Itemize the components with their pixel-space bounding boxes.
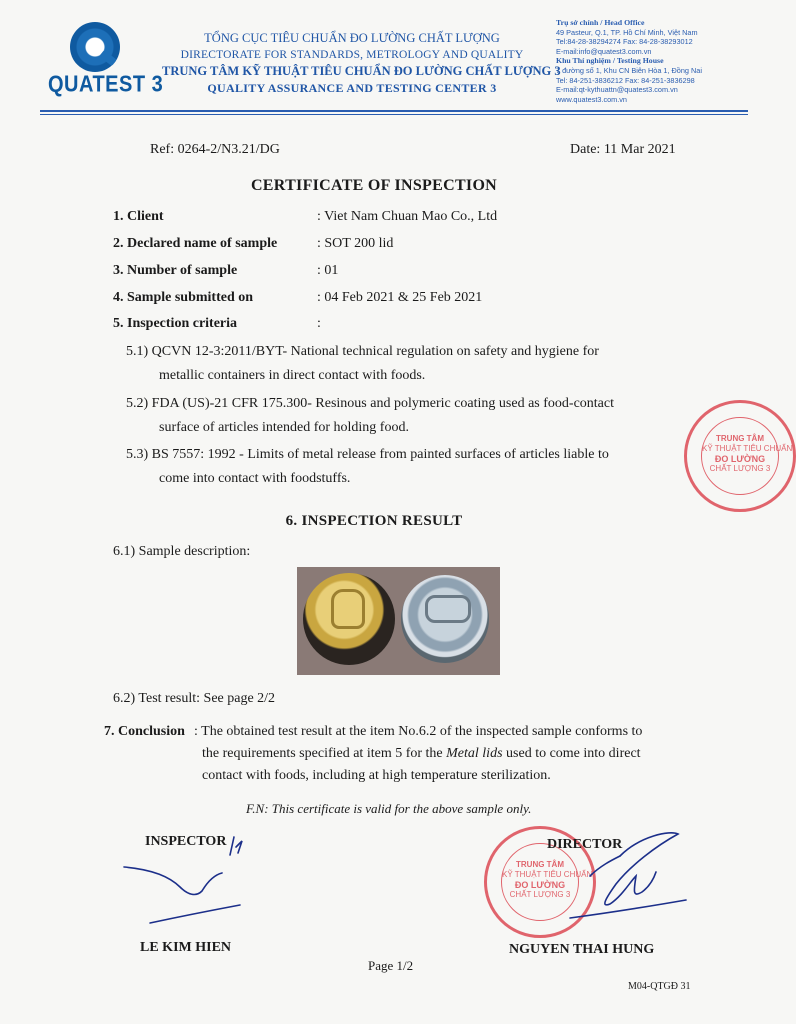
website: www.quatest3.com.vn	[556, 94, 627, 104]
head-office-label: Trụ sở chính / Head Office	[556, 18, 645, 27]
criterion-5-2-line2: surface of articles intended for holding food.	[159, 420, 409, 435]
validity-note-prefix: F.N	[246, 801, 265, 816]
conclusion-line2-start: the requirements specified at item 5 for the	[202, 746, 447, 761]
testing-email: E-mail:qt-kythuattn@quatest3.com.vn	[556, 85, 678, 95]
field-value-number: : 01	[317, 263, 339, 278]
org-en: DIRECTORATE FOR STANDARDS, METROLOGY AND QUALITY	[180, 49, 524, 61]
conclusion-label: 7. Conclusion	[104, 724, 185, 739]
validity-note-text: : This certificate is valid for the above sample only.	[264, 801, 532, 816]
date: Date: 11 Mar 2021	[570, 142, 676, 157]
field-value-sample-name: : SOT 200 lid	[317, 236, 394, 251]
header-center	[162, 30, 561, 96]
head-office-email: E-mail:info@quatest3.com.vn	[556, 46, 652, 56]
center-en: QUALITY ASSURANCE AND TESTING CENTER 3	[207, 81, 497, 95]
ref-number: Ref: 0264-2/N3.21/DG	[150, 142, 280, 157]
director-signature	[560, 826, 690, 926]
director-stamp-line3: ĐO LƯỜNG	[514, 880, 566, 890]
criterion-5-3	[126, 443, 686, 491]
field-label-sample-name: 2. Declared name of sample	[113, 236, 278, 251]
certificate-title: CERTIFICATE OF INSPECTION	[250, 177, 498, 194]
director-stamp-line1: TRUNG TÂM	[516, 860, 564, 869]
field-label-number: 3. Number of sample	[113, 263, 238, 278]
inspector-name: LE KIM HIEN	[140, 940, 232, 955]
side-stamp	[684, 400, 796, 512]
director-stamp-line4: CHẤT LƯỢNG 3	[509, 890, 571, 899]
criterion-5-2	[126, 392, 686, 440]
result-title: 6. INSPECTION RESULT	[285, 513, 463, 529]
director-label: DIRECTOR	[547, 837, 623, 852]
form-code: M04-QTGĐ 31	[628, 981, 691, 992]
gold-lid-tab	[331, 589, 365, 629]
header-rule	[40, 110, 748, 112]
field-value-criteria: :	[317, 316, 321, 331]
inspector-label: INSPECTOR	[145, 834, 227, 849]
criterion-5-1-line2: metallic containers in direct contact with foods.	[159, 368, 426, 383]
conclusion-line2	[202, 745, 641, 763]
conclusion-italic: Metal lids	[446, 746, 503, 761]
field-label-criteria: 5. Inspection criteria	[113, 316, 238, 331]
head-office-addr: 49 Pasteur, Q.1, TP. Hồ Chí Minh, Việt Nam	[556, 27, 698, 37]
side-stamp-line4: CHẤT LƯỢNG 3	[709, 464, 771, 473]
inspector-signature	[118, 825, 258, 935]
silver-lid-tab	[425, 595, 471, 623]
validity-note	[246, 800, 531, 818]
conclusion-line1: : The obtained test result at the item No.6.2 of the inspected sample conforms to	[194, 724, 643, 739]
side-stamp-line3: ĐO LƯỜNG	[714, 454, 766, 464]
testing-addr: 7 đường số 1, Khu CN Biên Hòa 1, Đồng Nai	[556, 65, 702, 75]
page-number: Page 1/2	[368, 958, 414, 973]
testing-label: Khu Thí nghiệm / Testing House	[556, 56, 664, 66]
director-name: NGUYEN THAI HUNG	[509, 942, 655, 957]
criterion-5-2-line1: 5.2) FDA (US)-21 CFR 175.300- Resinous and polymeric coating used as food-contact	[126, 396, 614, 411]
field-value-client: : Viet Nam Chuan Mao Co., Ltd	[317, 209, 498, 224]
test-result: 6.2) Test result: See page 2/2	[113, 691, 276, 706]
quatest-logo-icon	[70, 22, 120, 72]
side-stamp-line2: KỸ THUẬT TIÊU CHUẨN	[702, 444, 793, 453]
header-rule-thin	[40, 114, 748, 115]
side-stamp-line1: TRUNG TÂM	[716, 434, 764, 443]
criterion-5-3-line1: 5.3) BS 7557: 1992 - Limits of metal release from painted surfaces of articles liable to	[126, 447, 609, 462]
field-label-submitted: 4. Sample submitted on	[113, 290, 254, 305]
head-office-tel: Tel:84-28-38294274 Fax: 84-28-38293012	[556, 37, 693, 47]
sample-photo	[297, 567, 500, 675]
field-value-submitted: : 04 Feb 2021 & 25 Feb 2021	[317, 290, 483, 305]
criterion-5-1-line1: 5.1) QCVN 12-3:2011/BYT- National technical regulation on safety and hygiene for	[126, 344, 599, 359]
field-label-client: 1. Client	[113, 209, 164, 224]
header-contact	[556, 18, 746, 104]
testing-tel: Tel: 84-251-3836212 Fax: 84-251-3836298	[556, 75, 695, 85]
logo-text: QUATEST 3	[48, 72, 164, 98]
director-stamp-line2: KỸ THUẬT TIÊU CHUẨN	[502, 870, 593, 879]
conclusion-line3: contact with foods, including at high temperature sterilization.	[202, 768, 551, 783]
side-stamp-inner	[701, 417, 793, 495]
criterion-5-3-line2: come into contact with foodstuffs.	[159, 471, 351, 486]
conclusion-line2-end: used to come into direct	[502, 746, 641, 761]
criterion-5-1	[126, 340, 686, 388]
center-vn: TRUNG TÂM KỸ THUẬT TIÊU CHUẨN ĐO LƯỜNG CHẤT LƯỢNG 3	[162, 64, 561, 78]
sample-description: 6.1) Sample description:	[113, 544, 251, 559]
org-vn: TỔNG CỤC TIÊU CHUẨN ĐO LƯỜNG CHẤT LƯỢNG	[204, 31, 500, 45]
